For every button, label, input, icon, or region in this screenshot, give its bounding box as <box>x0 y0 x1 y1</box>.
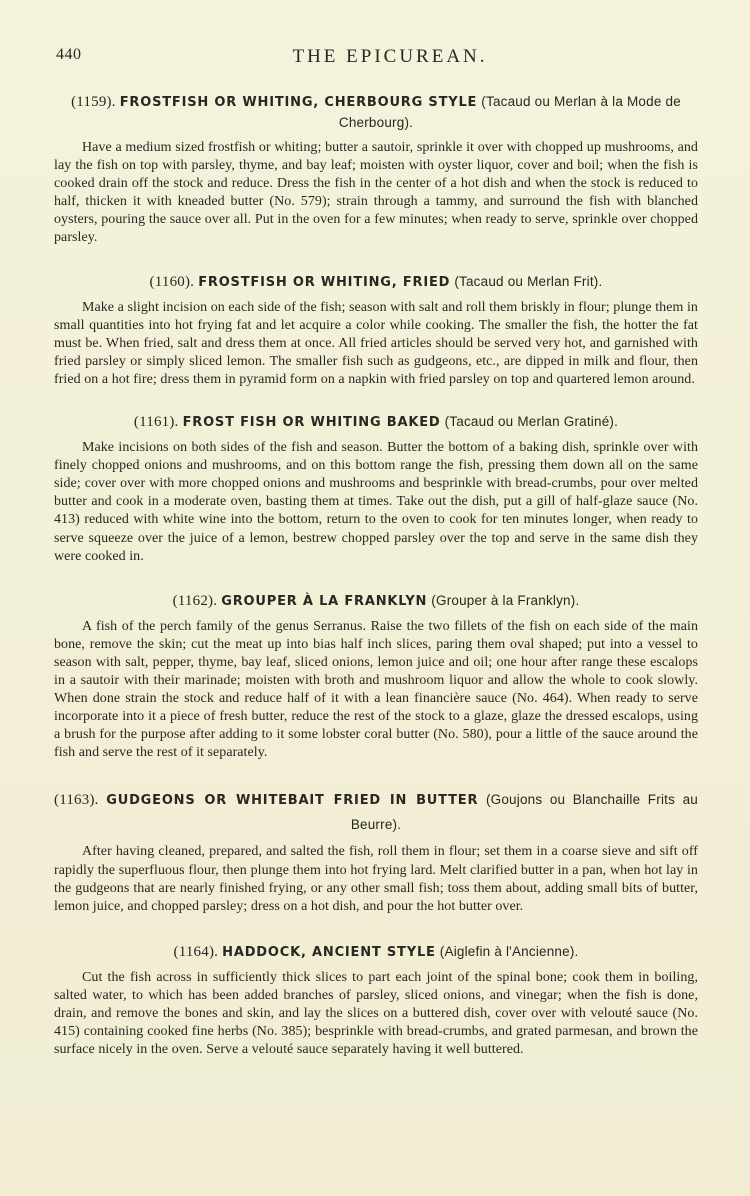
recipe-number: (1164). <box>173 943 219 960</box>
recipe-number: (1160). <box>149 273 195 290</box>
recipe-number: (1162). <box>172 592 218 609</box>
page-number: 440 <box>56 46 82 63</box>
recipe-heading <box>54 92 698 133</box>
recipe-french-name: (Aiglefin à l'Ancienne). <box>439 943 579 959</box>
recipe-1163 <box>54 788 698 915</box>
recipe-1159 <box>54 92 698 248</box>
recipe-french-name: (Grouper à la Franklyn). <box>431 592 580 608</box>
recipe-title: GUDGEONS OR WHITEBAIT FRIED IN BUTTER <box>106 793 479 809</box>
recipe-number: (1163). <box>54 792 99 809</box>
recipe-title: GROUPER À LA FRANKLYN <box>221 593 428 609</box>
recipe-title: FROSTFISH OR WHITING, FRIED <box>198 274 451 290</box>
recipe-body: Make a slight incision on each side of the fish; season with salt and roll them briskly in flour; plunge them in small quantities into hot frying fat and let acquire a color while cooking. The smaller the fish, the hotter the fat must be. When fried, salt and dress them at once. All fried articles should be served very hot, and garnished with fried parsley or simply sliced lemon. The smaller fish such as gudgeons, etc., are dipped in milk and flour, then fried on a hot fire; dress them in pyramid form on a napkin with fried parsley on top and quartered lemon around. <box>54 299 698 387</box>
recipe-heading <box>54 412 698 433</box>
recipe-french-name: (Tacaud ou Merlan à la Mode de Cherbourg). <box>338 94 681 130</box>
recipe-1160 <box>54 272 698 389</box>
recipe-number: (1159). <box>71 94 116 110</box>
recipe-french-name: (Tacaud ou Merlan Gratiné). <box>444 414 619 430</box>
recipe-1162 <box>54 591 698 763</box>
recipe-1161 <box>54 412 698 566</box>
recipe-title: FROST FISH OR WHITING BAKED <box>182 415 441 431</box>
recipe-heading <box>54 272 698 293</box>
running-title: THE EPICUREAN. <box>292 46 488 67</box>
recipe-body: A fish of the perch family of the genus Serranus. Raise the two fillets of the fish on each side of the main bone, remove the skin; cut the meat up into bias half inch slices, paring them oval shaped; put into a vessel to season with salt, pepper, thyme, bay leaf, sliced onions, lemon juice and oil; one hour after range these escalops in a sautoir with their marinade; moisten with broth and mushroom liquor and allow the whole to cook slowly. When done strain the stock and reduce half of it with a lean financière sauce (No. 464). When ready to serve incorporate into it a piece of fresh butter, reduce the rest of the stock to a glaze, glaze the dressed escalops, using a brush for the purpose after adding to it some lobster coral butter (No. 580), pour a little of the sauce around the fish and serve the rest of it separately. <box>54 618 698 761</box>
page-content <box>54 90 698 1059</box>
recipe-french-name: (Goujons ou Blanchaille Frits au Beurre). <box>350 792 698 833</box>
recipe-heading <box>54 942 698 963</box>
recipe-body: Make incisions on both sides of the fish and season. Butter the bottom of a baking dish, sprinkle over with finely chopped onions and mushrooms, and on this bottom range the fish, pressing them down all on the same side; cover over with more chopped onions and mushrooms and besprinkle with bread-crumbs, pour over melted butter and cook in a moderate oven, basting them at times. Take out the dish, put a gill of half-glaze sauce (No. 413) reduced with white wine into the bottom, return to the oven to cook for ten minutes longer, when ready to serve squeeze over the juice of a lemon, bestrew chopped parsley over the top and serve in the same dish they were cooked in. <box>54 440 698 564</box>
recipe-1164 <box>54 942 698 1059</box>
recipe-body: Cut the fish across in sufficiently thick slices to part each joint of the spinal bone; cook them in boiling, salted water, to which has been added branches of parsley, sliced onions, and vinegar; when the fish is done, drain, and remove the bones and skin, and lay the slices on a buttered dish, cover over with velouté sauce (No. 415) containing cooked fine herbs (No. 385); besprinkle with bread-crumbs, and grated parmesan, and brown the surface nicely in the oven. Serve a velouté sauce separately having it well buttered. <box>54 969 698 1058</box>
recipe-body: Have a medium sized frostfish or whiting; butter a sautoir, sprinkle it over with chopped up mushrooms, and lay the fish on top with parsley, thyme, and bay leaf; moisten with oyster liquor, cover and boil; when the fish is cooked drain off the stock and reduce. Dress the fish in the center of a hot dish and when the stock is reduced to half, thicken it with kneaded butter (No. 579); strain through a tammy, and surround the fish with blanched oysters, pouring the sauce over all. Put in the oven for a few minutes; when ready to serve, sprinkle over chopped parsley. <box>54 140 698 246</box>
recipe-title: FROSTFISH OR WHITING, CHERBOURG STYLE <box>119 95 478 110</box>
recipe-heading <box>54 591 698 612</box>
recipe-number: (1161). <box>133 414 179 431</box>
running-head <box>56 46 694 70</box>
recipe-body: After having cleaned, prepared, and salted the fish, roll them in flour; set them in a coarse sieve and sift off rapidly the superfluous flour, then plunge them into hot frying lard. Melt clarified butter in a pan, when hot lay in the gudgeons that are nearly finished frying, or any other small fish; toss them about, adding small bits of butter, lemon juice, and chopped parsley; dress on a hot dish, and pour the hot butter over. <box>54 844 698 914</box>
recipe-french-name: (Tacaud ou Merlan Frit). <box>454 273 603 289</box>
recipe-title: HADDOCK, ANCIENT STYLE <box>222 944 436 960</box>
recipe-heading <box>54 788 698 837</box>
